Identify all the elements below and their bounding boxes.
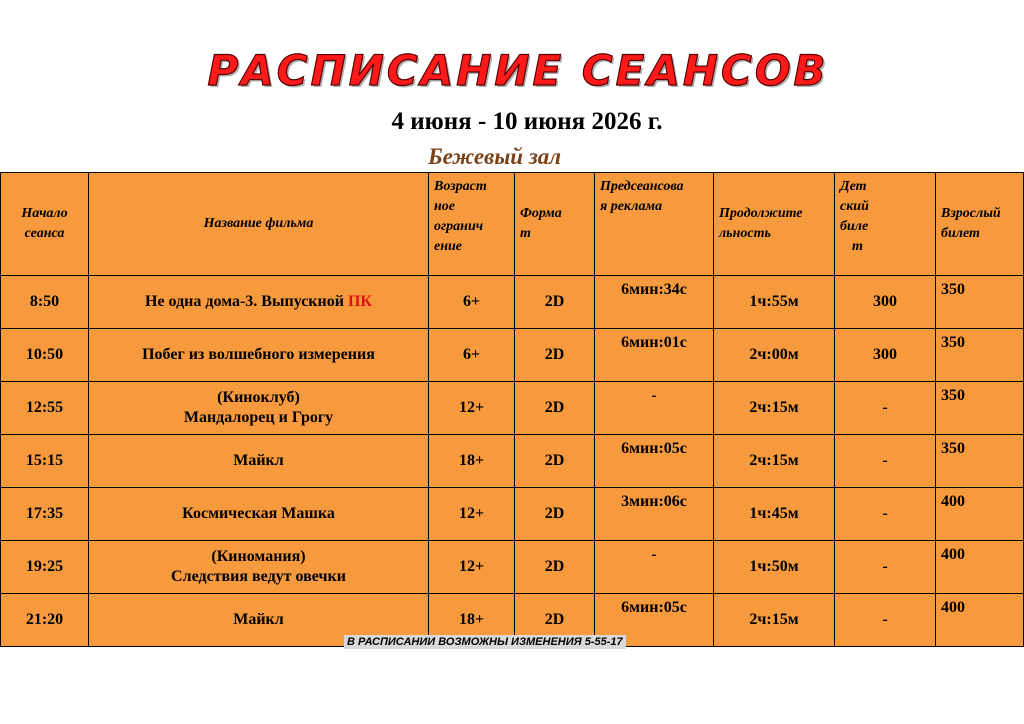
duration: 2ч:15м — [714, 382, 835, 435]
header-line: Форма — [520, 206, 562, 221]
pre-show-ads: - — [595, 382, 714, 435]
age-rating: 18+ — [429, 594, 515, 647]
header-line: билет — [941, 226, 980, 241]
table-row — [1, 488, 1024, 541]
header-pre-show-ads — [595, 173, 714, 276]
duration: 2ч:15м — [714, 594, 835, 647]
film-title-text: (Киномания) — [211, 548, 306, 565]
film-title-text: Майкл — [233, 452, 284, 469]
header-adult-ticket — [936, 173, 1024, 276]
adult-ticket-price: 350 — [936, 329, 1024, 382]
adult-ticket-price: 400 — [936, 488, 1024, 541]
age-rating: 6+ — [429, 329, 515, 382]
header-line: т — [852, 239, 863, 254]
schedule-table — [0, 172, 1024, 647]
start-time: 8:50 — [1, 276, 89, 329]
child-ticket-price: - — [835, 488, 936, 541]
film-title — [89, 382, 429, 435]
page-title: РАСПИСАНИЕ СЕАНСОВ — [207, 46, 829, 95]
child-ticket-price: - — [835, 594, 936, 647]
film-title-text: Космическая Машка — [182, 505, 335, 522]
start-time: 21:20 — [1, 594, 89, 647]
pre-show-ads: 3мин:06с — [595, 488, 714, 541]
format-badge: ПК — [347, 293, 372, 310]
header-line: Возраст — [434, 179, 487, 194]
film-title-text: (Киноклуб) — [217, 389, 300, 406]
pre-show-ads: 6мин:01с — [595, 329, 714, 382]
age-rating: 18+ — [429, 435, 515, 488]
header-film-title — [89, 173, 429, 276]
child-ticket-price: - — [835, 541, 936, 594]
pre-show-ads: 6мин:05с — [595, 435, 714, 488]
child-ticket-price: 300 — [835, 276, 936, 329]
start-time: 10:50 — [1, 329, 89, 382]
table-row — [1, 329, 1024, 382]
header-line: Взрослый — [941, 206, 1001, 221]
header-line: огранич — [434, 219, 484, 234]
header-line: ное — [434, 199, 455, 214]
header-line: Название фильма — [203, 216, 314, 231]
film-title-text: Побег из волшебного измерения — [142, 346, 375, 363]
film-title-line — [89, 547, 428, 567]
hall-name: Бежевый зал — [428, 144, 562, 169]
header-line: Начало — [21, 206, 68, 221]
adult-ticket-price: 400 — [936, 541, 1024, 594]
header-age-rating — [429, 173, 515, 276]
film-format: 2D — [515, 594, 595, 647]
table-row — [1, 541, 1024, 594]
film-title — [89, 276, 429, 329]
age-rating: 12+ — [429, 382, 515, 435]
adult-ticket-price: 350 — [936, 382, 1024, 435]
film-title-line — [89, 610, 428, 630]
film-title — [89, 541, 429, 594]
header-line: Предсеансова — [600, 179, 684, 194]
duration: 2ч:00м — [714, 329, 835, 382]
film-title — [89, 329, 429, 382]
table-header-row — [1, 173, 1024, 276]
header-format — [515, 173, 595, 276]
header-line: льность — [719, 226, 771, 241]
age-rating: 12+ — [429, 541, 515, 594]
child-ticket-price: - — [835, 435, 936, 488]
film-title-line — [89, 388, 428, 408]
header-line: Продолжите — [719, 206, 803, 221]
duration: 1ч:50м — [714, 541, 835, 594]
header-start-time — [1, 173, 89, 276]
header-duration — [714, 173, 835, 276]
film-title-line — [89, 408, 428, 428]
child-ticket-price: - — [835, 382, 936, 435]
table-row — [1, 382, 1024, 435]
duration: 2ч:15м — [714, 435, 835, 488]
film-format: 2D — [515, 329, 595, 382]
film-title-text: Мандалорец и Грогу — [183, 409, 334, 426]
header-line: т — [520, 226, 531, 241]
header-line: сеанса — [24, 226, 65, 241]
start-time: 12:55 — [1, 382, 89, 435]
film-title-line — [89, 345, 428, 365]
adult-ticket-price: 350 — [936, 435, 1024, 488]
film-title-text: Следствия ведут овечки — [171, 568, 346, 585]
start-time: 15:15 — [1, 435, 89, 488]
adult-ticket-price: 350 — [936, 276, 1024, 329]
start-time: 17:35 — [1, 488, 89, 541]
age-rating: 6+ — [429, 276, 515, 329]
film-title-line — [89, 567, 428, 587]
film-format: 2D — [515, 541, 595, 594]
film-title-line — [89, 451, 428, 471]
film-title — [89, 435, 429, 488]
header-line: ение — [434, 239, 462, 254]
table-row — [1, 435, 1024, 488]
age-rating: 12+ — [429, 488, 515, 541]
schedule-change-notice: В РАСПИСАНИИ ВОЗМОЖНЫ ИЗМЕНЕНИЯ 5-55-17 — [344, 635, 626, 649]
film-title-text: Майкл — [233, 611, 284, 628]
film-title-line — [89, 292, 428, 312]
film-format: 2D — [515, 276, 595, 329]
schedule-body — [1, 173, 1024, 647]
film-title-text: Не одна дома-3. Выпускной — [145, 293, 344, 310]
header-line: биле — [840, 219, 869, 234]
pre-show-ads: 6мин:34с — [595, 276, 714, 329]
header-line: ский — [840, 199, 869, 214]
pre-show-ads: - — [595, 541, 714, 594]
date-range: 4 июня - 10 июня 2026 г. — [391, 108, 663, 135]
film-format: 2D — [515, 488, 595, 541]
pre-show-ads: 6мин:05с — [595, 594, 714, 647]
table-row — [1, 276, 1024, 329]
film-format: 2D — [515, 435, 595, 488]
adult-ticket-price: 400 — [936, 594, 1024, 647]
duration: 1ч:55м — [714, 276, 835, 329]
film-format: 2D — [515, 382, 595, 435]
film-title-line — [89, 504, 428, 524]
header-line: я реклама — [600, 199, 663, 214]
duration: 1ч:45м — [714, 488, 835, 541]
start-time: 19:25 — [1, 541, 89, 594]
header-line: Дет — [840, 179, 867, 194]
header-child-ticket — [835, 173, 936, 276]
child-ticket-price: 300 — [835, 329, 936, 382]
film-title — [89, 488, 429, 541]
